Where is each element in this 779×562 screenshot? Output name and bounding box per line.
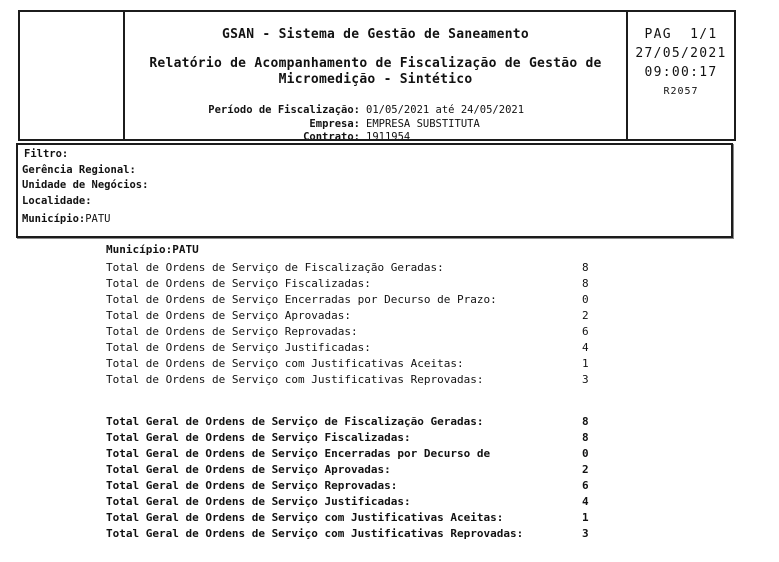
summary-row-value: 3 — [582, 373, 589, 386]
system-title: GSAN - Sistema de Gestão de Saneamento — [222, 27, 529, 42]
total-row-label: Total Geral de Ordens de Serviço Aprovadas: — [106, 463, 391, 476]
filter-municipio — [22, 212, 731, 228]
summary-row — [106, 260, 626, 276]
total-row — [106, 510, 626, 526]
page-number: PAG 1/1 — [644, 27, 718, 42]
summary-row — [106, 356, 626, 372]
total-row-value: 1 — [582, 511, 589, 524]
summary-row — [106, 372, 626, 388]
total-row-label: Total Geral de Ordens de Serviço Justificadas: — [106, 495, 411, 508]
summary-row-value: 4 — [582, 341, 589, 354]
grand-total-section — [106, 414, 626, 542]
summary-row — [106, 292, 626, 308]
logo-placeholder — [20, 12, 125, 139]
total-row-value: 2 — [582, 463, 589, 476]
summary-row-value: 0 — [582, 293, 589, 306]
summary-row — [106, 276, 626, 292]
filter-title: Filtro: — [24, 148, 69, 160]
total-row — [106, 494, 626, 510]
municipio-heading: Município:PATU — [106, 243, 199, 256]
summary-row-value: 2 — [582, 309, 589, 322]
period-label: Período de Fiscalização: — [208, 104, 360, 116]
summary-row — [106, 308, 626, 324]
empresa-label: Empresa: — [309, 117, 360, 130]
summary-row-value: 8 — [582, 261, 589, 274]
summary-row-label: Total de Ordens de Serviço Fiscalizadas: — [106, 277, 371, 290]
report-date: 27/05/2021 — [635, 46, 727, 61]
summary-row-value: 1 — [582, 357, 589, 370]
contrato-value: 1911954 — [366, 131, 411, 139]
summary-row-value: 8 — [582, 277, 589, 290]
summary-row — [106, 340, 626, 356]
total-row-value: 0 — [582, 447, 589, 460]
summary-row-label: Total de Ordens de Serviço Reprovadas: — [106, 325, 358, 338]
total-row-value: 6 — [582, 479, 589, 492]
summary-row-label: Total de Ordens de Serviço Justificadas: — [106, 341, 371, 354]
report-title: Relatório de Acompanhamento de Fiscalização de Gestão de Micromedição - Sintético — [149, 56, 602, 87]
total-row — [106, 526, 626, 542]
total-row-label: Total Geral de Ordens de Serviço Encerradas por Decurso de — [106, 447, 491, 460]
summary-row-value: 6 — [582, 325, 589, 338]
summary-row-label: Total de Ordens de Serviço com Justificativas Reprovadas: — [106, 373, 484, 386]
total-row-label: Total Geral de Ordens de Serviço Fiscalizadas: — [106, 431, 411, 444]
contrato-row — [125, 131, 626, 139]
page-info-cell — [628, 12, 734, 139]
filter-localidade: Localidade: — [22, 194, 92, 207]
total-row-value: 8 — [582, 415, 589, 428]
filter-unidade-negocios: Unidade de Negócios: — [22, 179, 149, 191]
filter-municipio-value: PATU — [85, 213, 111, 225]
total-row-label: Total Geral de Ordens de Serviço de Fiscalização Geradas: — [106, 415, 484, 428]
total-row-label: Total Geral de Ordens de Serviço com Justificativas Reprovadas: — [106, 527, 524, 540]
total-row-value: 4 — [582, 495, 589, 508]
summary-row-label: Total de Ordens de Serviço Aprovadas: — [106, 309, 352, 322]
total-row-value: 8 — [582, 431, 589, 444]
total-row — [106, 462, 626, 478]
summary-row — [106, 324, 626, 340]
report-header — [18, 10, 736, 141]
total-row-label: Total Geral de Ordens de Serviço com Justificativas Aceitas: — [106, 511, 504, 524]
municipio-summary-section — [106, 260, 626, 388]
empresa-value: EMPRESA SUBSTITUTA — [366, 117, 480, 130]
summary-row-label: Total de Ordens de Serviço com Justificativas Aceitas: — [106, 357, 464, 370]
filter-municipio-label: Município: — [22, 213, 86, 225]
total-row — [106, 414, 626, 430]
summary-row-label: Total de Ordens de Serviço de Fiscalização Geradas: — [106, 261, 444, 274]
total-row-label: Total Geral de Ordens de Serviço Reprovadas: — [106, 479, 398, 492]
summary-row-label: Total de Ordens de Serviço Encerradas por Decurso de Prazo: — [106, 293, 497, 306]
report-parameters — [125, 104, 626, 139]
filter-box — [16, 143, 733, 238]
contrato-label: Contrato: — [303, 131, 360, 139]
total-row — [106, 478, 626, 494]
total-row — [106, 446, 626, 462]
period-row — [125, 104, 626, 118]
period-value: 01/05/2021 até 24/05/2021 — [366, 104, 525, 116]
filter-gerencia-regional: Gerência Regional: — [22, 163, 136, 176]
report-code: R2057 — [663, 86, 699, 97]
report-title-cell — [125, 12, 628, 139]
empresa-row — [125, 118, 626, 132]
report-time: 09:00:17 — [644, 65, 718, 80]
total-row — [106, 430, 626, 446]
total-row-value: 3 — [582, 527, 589, 540]
